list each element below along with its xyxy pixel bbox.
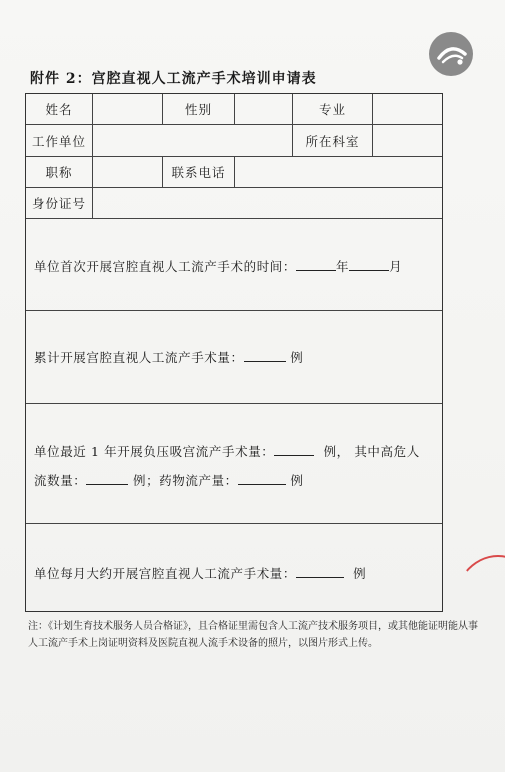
phone-field[interactable]: [235, 157, 444, 187]
table-row: [26, 157, 442, 188]
footnote: 注：《计划生育技术服务人员合格证》，且合格证里需包含人工流产技术服务项目，或其他能证明能从事人工流产手术上岗证明资料及医院直视人流手术设备的照片，以图片形式上传。: [28, 621, 478, 649]
monthly-blank[interactable]: [296, 567, 344, 578]
month-blank[interactable]: [349, 260, 389, 271]
workplace-label: 工作单位: [26, 125, 93, 156]
high-risk-blank[interactable]: [86, 474, 128, 485]
app-logo-icon: [429, 32, 473, 76]
question-text: 单位首次开展宫腔直视人工流产手术的时间： 年 月: [34, 259, 403, 274]
table-row: [26, 94, 442, 125]
form-title: 附件 2：宫腔直视人工流产手术培训申请表: [30, 71, 317, 87]
question-text: 单位最近 1 年开展负压吸宫流产手术量： 例， 其中高危人: [34, 444, 420, 459]
phone-label: 联系电话: [163, 157, 235, 187]
table-row: [26, 188, 442, 219]
id-number-field[interactable]: [93, 188, 444, 218]
question-monthly: [26, 524, 442, 613]
question-text: 累计开展宫腔直视人工流产手术量： 例: [34, 350, 304, 365]
question-text: 流数量： 例；药物流产量： 例: [34, 473, 304, 488]
workplace-field[interactable]: [93, 125, 293, 156]
question-cumulative: [26, 311, 442, 404]
job-title-field[interactable]: [93, 157, 163, 187]
department-field[interactable]: [373, 125, 444, 156]
gender-field[interactable]: [235, 94, 293, 124]
medical-abortion-blank[interactable]: [238, 474, 286, 485]
major-field[interactable]: [373, 94, 444, 124]
cumulative-blank[interactable]: [244, 351, 286, 362]
gender-label: 性别: [163, 94, 235, 124]
name-label: 姓名: [26, 94, 93, 124]
year-blank[interactable]: [296, 260, 336, 271]
department-label: 所在科室: [293, 125, 373, 156]
id-number-label: 身份证号: [26, 188, 93, 218]
job-title-label: 职称: [26, 157, 93, 187]
question-text: 单位每月大约开展宫腔直视人工流产手术量： 例: [34, 566, 367, 581]
name-field[interactable]: [93, 94, 163, 124]
vacuum-count-blank[interactable]: [274, 445, 314, 456]
application-form-table: [25, 93, 443, 612]
table-row: [26, 125, 442, 157]
major-label: 专业: [293, 94, 373, 124]
question-first-time: [26, 219, 442, 311]
question-last-year: [26, 404, 442, 524]
